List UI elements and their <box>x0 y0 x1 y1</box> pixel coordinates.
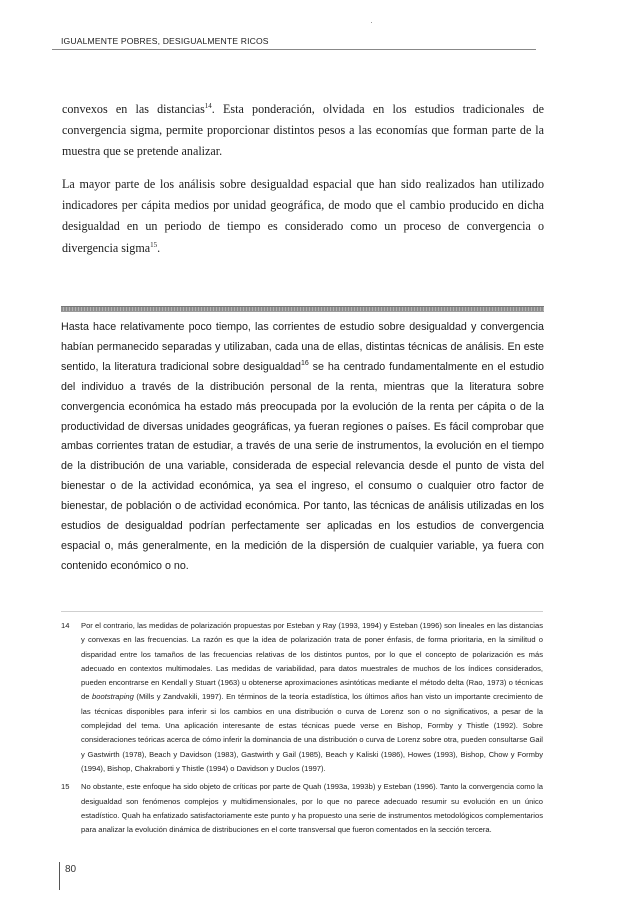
header-rule <box>52 49 536 50</box>
footnote-emphasis: bootstraping <box>92 692 134 702</box>
para2-text-end: . <box>157 240 161 255</box>
box-text-end: se ha centrado fundamentalmente en el estudio del individuo a través de la distribución personal de la renta, mientras que la literatura sobre convergencia económica ha estado más preocupada por la evolución de la renta per cápita o de la productividad de diversas unidades geográficas, ya fueran regiones o países. Es fácil comprobar que ambas corrientes tratan de estudiar, a través de una serie de instrumentos, la evolución en el tiempo de la distribución de una variable, considerada de especial relevancia desde el punto de vista del bienestar o de la actividad económica, ya sea el ingreso, el consumo o cualquier otro factor de bienestar, de población o de actividad económica. Por tanto, las técnicas de análisis utilizadas en los estudios de desigualdad podrían perfectamente ser aplicadas en los estudios de convergencia espacial o, más generalmente, en la medición de la dispersión de cualquier variable, ya fuera con contenido económico o no. <box>61 360 544 572</box>
footnotes-rule <box>61 611 543 612</box>
box-top-rule <box>61 306 544 312</box>
box-text-start: Hasta hace relativamente poco tiempo, las corrientes de estudio sobre desigualdad y convergencia habían permanecido separadas y utilizaban, cada una de ellas, distintas técnicas de análisis. En este sentido, la literatura tradicional sobre desigualdad <box>61 321 544 373</box>
footnote-text: Por el contrario, las medidas de polarización propuestas por Esteban y Ray (1993, 1994) y Esteban (1996) son lineales en las distancias y convexas en las frecuencias. La razón es que la idea de polarización trata de poner énfasis, de forma prioritaria, en la similitud o disparidad entre los tamaños de las frecuencias relativas de los distintos puntos, por lo que el concepto de polarización es más adecuado en contextos multimodales. Las medidas de variabilidad, para datos muestrales de muchos de los índices considerados, pueden encontrarse en Kendall y Stuart (1963) u obtenerse aproximaciones asintóticas mediante el método delta (Rao, 1973) o técnicas de <box>81 621 543 702</box>
page-number: 80 <box>65 864 77 875</box>
footnote-ref-16[interactable]: 16 <box>300 359 309 367</box>
footnote-number: 14 <box>61 621 70 630</box>
boxed-paragraph <box>61 318 544 577</box>
footnotes <box>61 619 543 837</box>
para1-text-end: . Esta ponderación, olvidada en los estudios tradicionales de convergencia sigma, permite proporcionar distintos pesos a las economías que forman parte de la muestra que se pretende analizar. <box>62 102 544 159</box>
footnote-14 <box>61 619 543 776</box>
footnote-text-cont: (Mills y Zandvakili, 1997). En términos de la teoría estadística, los últimos años han visto un importante crecimiento de las técnicas disponibles para inferir si los cambios en una distribución o curva de Lorenz son o no significativos, a pesar de la complejidad del tema. Una aplicación interesante de estas técnicas puede verse en Bishop, Formby y Thistle (1992). Sobre consideraciones teóricas acerca de cómo inferir la dominancia de una distribución o curva de Lorenz sobre otra, pueden consultarse Gail y Gastwirth (1978), Beach y Davidson (1983), Gastwirth y Gail (1985), Beach y Kaliski (1986), Howes (1993), Bishop, Chow y Formby (1994), Bishop, Chakraborti y Thistle (1994) o Davidson y Duclos (1997). <box>81 692 544 773</box>
footnote-15 <box>61 780 543 837</box>
footnote-ref-14[interactable]: 14 <box>204 102 212 110</box>
footnote-ref-15[interactable]: 15 <box>150 240 158 249</box>
para2-text-start: La mayor parte de los análisis sobre desigualdad espacial que han sido realizados han utilizado indicadores per cápita medios por unidad geográfica, de modo que el cambio producido en dicha desigualdad en un periodo de tiempo es considerado como un proceso de convergencia o divergencia sigma <box>62 177 544 255</box>
folio-bar <box>59 862 60 890</box>
para1-text-start: convexos en las distancias <box>62 102 205 116</box>
scan-speck <box>371 22 372 23</box>
footnote-number: 15 <box>61 782 70 792</box>
footnote-text: No obstante, este enfoque ha sido objeto de críticas por parte de Quah (1993a, 1993b) y Esteban (1996). Tanto la convergencia como la desigualdad son fenómenos complejos y multidimensionales, por lo que no parece adecuado resumir su evolución en un único estadístico. Quah ha enfatizado satisfactoriamente este punto y ha propuesto una serie de instrumentos metodológicos complementarios para analizar la evolución dinámica de distribuciones en el corte transversal que fueron comentados en la sección tercera. <box>81 782 543 835</box>
running-head: IGUALMENTE POBRES, DESIGUALMENTE RICOS <box>61 36 269 46</box>
body-paragraph-1 <box>62 99 544 163</box>
body-paragraph-2 <box>62 174 544 259</box>
